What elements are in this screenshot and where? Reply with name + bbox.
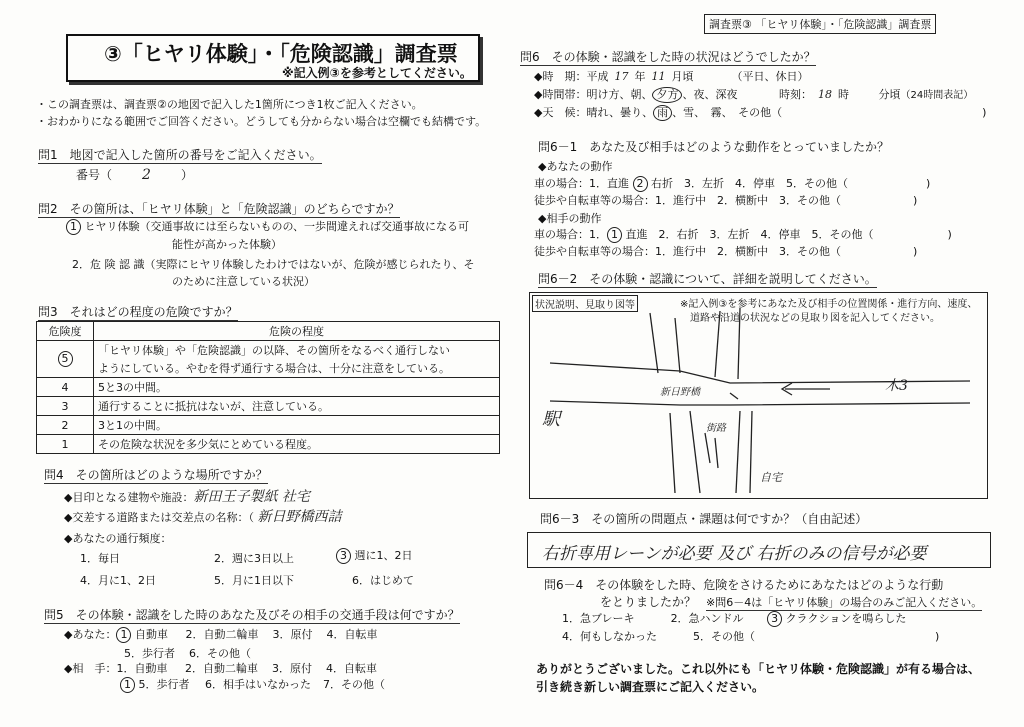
sketch-label-street: 街路 [706, 423, 726, 434]
closing-line-1: ありがとうございました。これ以外にも「ヒヤリ体験・危険認識」が有る場合は、 [536, 662, 981, 676]
q6-1-me-walk: 徒歩や自転車等の場合：1．進行中 2．横断中 3．その他（ ) [534, 194, 918, 207]
freq-opt-6[interactable]: 6．はじめて [352, 574, 414, 587]
q6-4-note: ※問6－4は「ヒヤリ体験」の場合のみご記入ください。 [706, 596, 983, 609]
danger-table [36, 321, 500, 454]
table-row[interactable]: 2 3と1の中間。 [37, 416, 500, 435]
q2-option-1[interactable]: 1 ヒヤリ体験（交通事故には至らないものの、一歩間違えれば交通事故になる可 [66, 218, 469, 235]
sketch-box[interactable] [529, 292, 988, 499]
q6-1-me-head: ◆あなたの動作 [538, 160, 613, 173]
q4-landmark: ◆目印となる建物や施設：新田王子製紙 社宅 [64, 489, 310, 505]
freq-opt-1[interactable]: 1．毎日 [80, 552, 120, 565]
q6-1-me-car: 車の場合：1．直進 2 右折 3．左折 4．停車 5．その他（ ) [534, 177, 931, 190]
title-note: ※記入例③を参考としてください。 [282, 66, 472, 80]
sketch-drawing [530, 293, 987, 498]
q2-label: 問2 その箇所は、「ヒヤリ体験」と「危険認識」のどちらですか？ [38, 202, 400, 216]
q6-1-other-head: ◆相手の動作 [538, 212, 602, 225]
q5-me-selected[interactable]: 1 [116, 627, 131, 643]
q1-answer[interactable]: 2 [142, 167, 151, 183]
q1-field: 番号（ 2 ） [76, 167, 193, 183]
q4-crossing: ◆交差する道路または交差点の名称：（ 新日野橋西詰 [64, 509, 342, 525]
q4-frequency-label: ◆あなたの通行頻度： [64, 532, 172, 545]
q5-other-selected[interactable]: 1 [120, 677, 135, 693]
q5-other-row1: ◆相 手：1．自動車 2．自動二輪車 3．原付 4．自転車 [64, 662, 377, 675]
sketch-label-station: 駅 [542, 409, 560, 430]
q4-crossing-answer[interactable]: 新日野橋西詰 [257, 509, 342, 525]
q2-option-2-cont: のために注意している状況） [172, 275, 315, 288]
freq-opt-3[interactable]: 3 週に1、2日 [336, 547, 413, 564]
q6-weather: ◆天 候：晴れ、曇り、 雨 、雪、 霧、 その他（ ) [534, 106, 987, 119]
sheet-tag: 調査票③ 「ヒヤリ体験」・「危険認識」調査票 [704, 14, 936, 34]
q6-1-label: 問6－1 あなた及び相手はどのような動作をとっていましたか？ [538, 140, 890, 154]
q6-4-label: 問6－4 その体験をした時、危険をさけるためにあなたはどのような行動 [544, 578, 944, 592]
danger-header-level: 危険度 [37, 322, 94, 341]
closing-line-2: 引き続き新しい調査票にご記入ください。 [536, 680, 765, 694]
q6-4-label-cont: をとりましたか？ [600, 595, 697, 609]
q6-1-other-car: 車の場合：1． 1 直進 2．右折 3．左折 4．停車 5．その他（ ) [534, 228, 952, 241]
freq-opt-5[interactable]: 5．月に1日以下 [214, 574, 294, 587]
table-row[interactable]: 3 通行することに抵抗はないが、注意している。 [37, 397, 500, 416]
q5-other-row2: 1 5．歩行者 6．相手はいなかった 7．その他（ [120, 676, 385, 693]
q2-option-2[interactable]: 2．危 険 認 識（実際にヒヤリ体験したわけではないが、危険が感じられたり、そ [72, 258, 475, 271]
q5-label: 問5 その体験・認識をした時のあなた及びその相手の交通手段は何ですか？ [44, 608, 460, 622]
q1-label: 問1 地図で記入した箇所の番号をご記入ください。 [38, 148, 322, 162]
q6-3-answer-box[interactable] [527, 532, 991, 568]
sketch-label-tree: 木3 [885, 378, 908, 394]
sketch-note-2: 道路や沿道の状況などの見取り図を記入してください。 [690, 313, 940, 324]
page-title: ③「ヒヤリ体験」・「危険認識」調査票 [104, 42, 458, 66]
table-row[interactable]: 4 5と3の中間。 [37, 378, 500, 397]
q6-3-answer: 右折専用レーンが必要 及び 右折のみの信号が必要 [542, 544, 927, 564]
q2-option-1-cont: 能性が高かった体験） [172, 238, 282, 251]
q5-me-row1: ◆あなた： 1 自動車 2．自動二輪車 3．原付 4．自転車 [64, 628, 378, 641]
q6-label: 問6 その体験・認識をした時の状況はどうでしたか？ [520, 50, 816, 64]
table-row: ようにしている。やむを得ず通行する場合は、十分に注意をしている。 [37, 359, 500, 378]
sketch-note-1: ※記入例③を参考にあなた及び相手の位置関係・進行方向、速度、 [680, 299, 978, 310]
q6-3-label: 問6－3 その箇所の問題点・課題は何ですか？（自由記述） [540, 512, 868, 526]
intro-line-1: ・この調査票は、調査票②の地図で記入した1箇所につき1枚ご記入ください。 [36, 98, 423, 111]
q6-4-row1: 1．急ブレーキ 2．急ハンドル 3 クラクションを鳴らした [562, 612, 907, 625]
q5-me-row2: 5．歩行者 6．その他（ [124, 647, 251, 660]
freq-opt-4[interactable]: 4．月に1、2日 [80, 574, 156, 587]
q6-time: ◆時間帯：明け方、朝、 夕方 、夜、深夜 時刻： 18 時 分頃（24時間表記） [534, 88, 974, 101]
q3-label: 問3 それはどの程度の危険ですか？ [38, 305, 238, 319]
sketch-box-title: 状況説明、見取り図等 [532, 295, 638, 312]
intro-line-2: ・おわかりになる範囲でご回答ください。どうしても分からない場合は空欄でも結構です。 [36, 115, 487, 128]
q6-1-other-walk: 徒歩や自転車等の場合：1．進行中 2．横断中 3．その他（ ) [534, 245, 918, 258]
table-row[interactable]: 1 その危険な状況を多少気にとめている程度。 [37, 435, 500, 454]
sketch-label-home: 自宅 [760, 471, 782, 484]
sketch-label-bridge: 新日野橋 [660, 387, 700, 398]
danger-header-desc: 危険の程度 [94, 322, 500, 341]
q6-period: ◆時 期：平成 17 年 11 月頃 （平日、休日） [534, 70, 809, 83]
freq-opt-2[interactable]: 2．週に3日以上 [214, 552, 294, 565]
q4-landmark-answer[interactable]: 新田王子製紙 社宅 [193, 489, 310, 505]
table-row[interactable]: 5 「ヒヤリ体験」や「危険認識」の以降、その箇所をなるべく通行しない [37, 341, 500, 360]
q6-2-label: 問6－2 その体験・認識について、詳細を説明してください。 [538, 272, 877, 286]
q4-label: 問4 その箇所はどのような場所ですか？ [44, 468, 268, 482]
q6-4-row2: 4．何もしなかった 5．その他（ ) [562, 630, 940, 643]
